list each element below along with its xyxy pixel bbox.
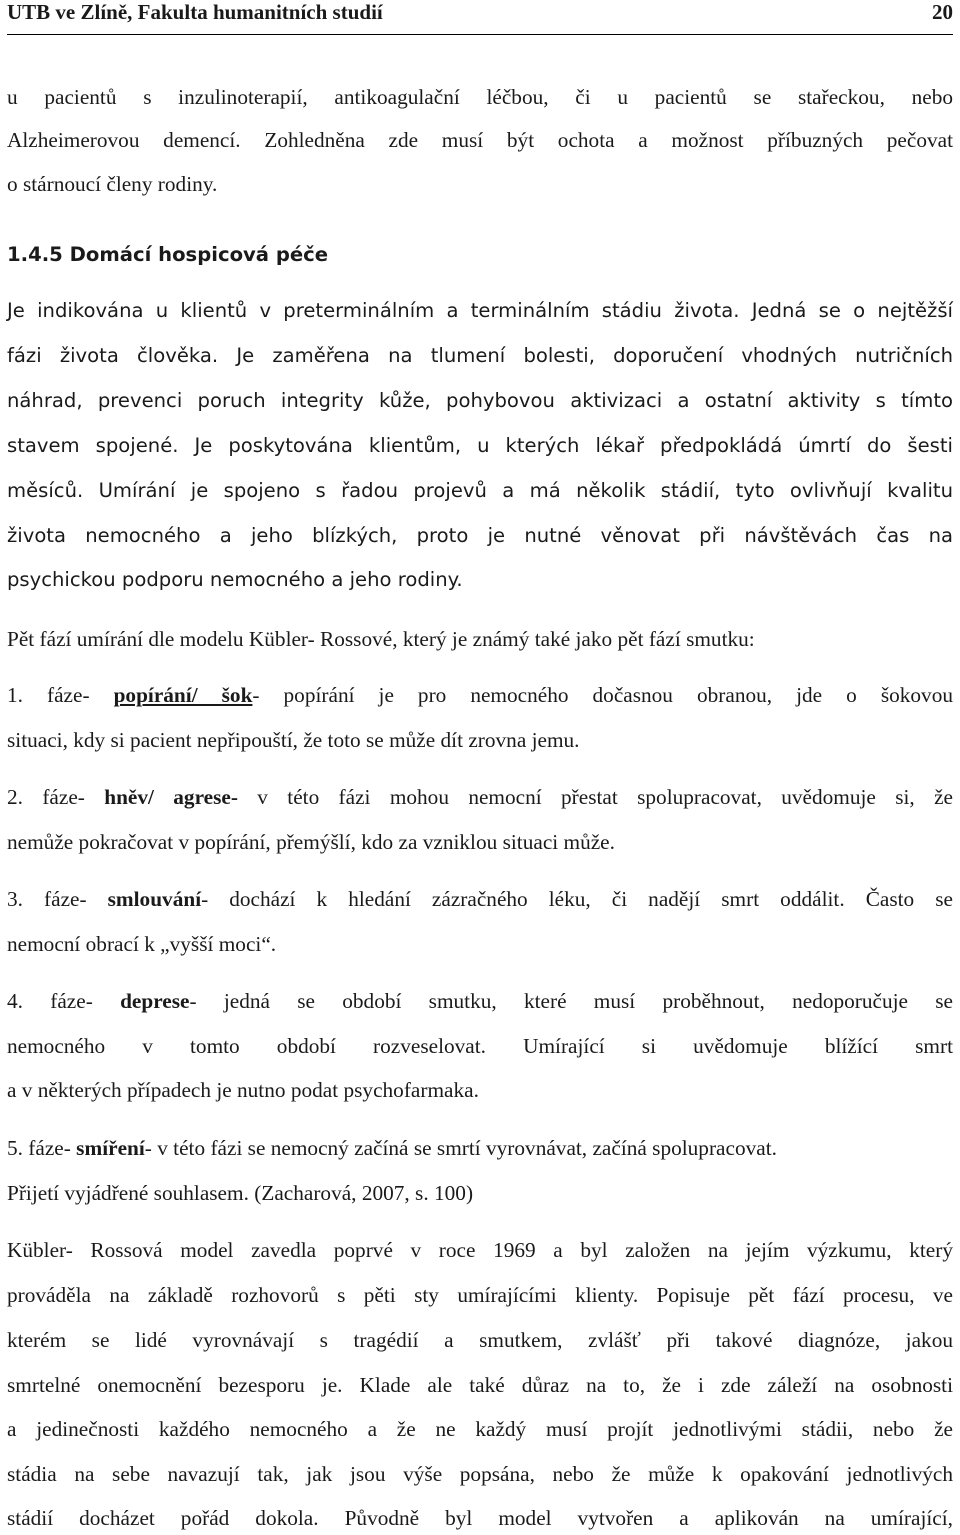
intro-line-2: Alzheimerovou demencí. Zohledněna zde musí být ochota a možnost příbuzných pečovat	[7, 128, 953, 152]
phases-intro: Pět fází umírání dle modelu Kübler- Rossové, který je známý také jako pět fází smutku:	[7, 627, 755, 651]
intro-line-1: u pacientů s inzulinoterapií, antikoagulační léčbou, či u pacientů se stařeckou, nebo	[7, 85, 953, 109]
phase-3-num: 3. fáze-	[7, 887, 87, 911]
closing-line-6: stádia na sebe navazují tak, jak jsou výše popsána, nebo že může k opakování jednotlivých	[7, 1462, 953, 1486]
intro-line-3: o stárnoucí členy rodiny.	[7, 172, 218, 196]
section-line-7: psychickou podporu nemocného a jeho rodiny.	[7, 568, 463, 591]
phase-1-rest: - popírání je pro nemocného dočasnou obranou, jde o šokovou	[252, 683, 954, 707]
phase-4-name: deprese	[120, 989, 190, 1013]
phase-1-line-1	[7, 682, 953, 708]
section-line-3: náhrad, prevenci poruch integrity kůže, pohybovou aktivizaci a ostatní aktivity s tímto	[7, 389, 953, 412]
phase-5-rest: - v této fázi se nemocný začíná se smrtí vyrovnávat, začíná spolupracovat.	[144, 1136, 777, 1160]
phase-3-line-1	[7, 886, 953, 912]
header-divider	[7, 34, 953, 35]
phase-2-rest: v této fázi mohou nemocní přestat spolupracovat, uvědomuje si, že	[237, 785, 954, 809]
phase-3-line-2: nemocní obrací k „vyšší moci“.	[7, 932, 277, 956]
section-line-1: Je indikována u klientů v preterminálním a terminálním stádiu života. Jedná se o nejtěžší	[7, 299, 953, 322]
phase-1-num: 1. fáze-	[7, 683, 90, 707]
phase-2-name: hněv/ agrese-	[104, 785, 238, 809]
header-title: UTB ve Zlíně, Fakulta humanitních studií	[7, 0, 383, 24]
phase-4-line-1	[7, 988, 953, 1014]
closing-line-3: kterém se lidé vyrovnávají s tragédií a smutkem, zvlášť při takové diagnóze, jakou	[7, 1328, 953, 1352]
phase-5-name: smíření	[76, 1136, 145, 1160]
phase-5-num: 5. fáze-	[7, 1136, 71, 1160]
phase-2-num: 2. fáze-	[7, 785, 85, 809]
phase-4-line-2: nemocného v tomto období rozveselovat. Umírající si uvědomuje blížící smrt	[7, 1034, 953, 1058]
phase-5-line-2: Přijetí vyjádřené souhlasem. (Zacharová, 2007, s. 100)	[7, 1181, 474, 1205]
section-line-4: stavem spojené. Je poskytována klientům, u kterých lékař předpokládá úmrtí do šesti	[7, 434, 953, 457]
section-line-5b: Umírání je spojeno s řadou projevů a má několik stádií, tyto ovlivňují kvalitu	[98, 479, 954, 502]
section-heading-number: 1.4.5	[7, 243, 63, 266]
phase-2-line-1	[7, 784, 953, 810]
phase-3-rest: - dochází k hledání zázračného léku, či nadějí smrt oddálit. Často se	[201, 887, 953, 911]
phase-3-name: smlouvání	[107, 887, 202, 911]
phase-2-line-2: nemůže pokračovat v popírání, přemýšlí, kdo za vzniklou situaci může.	[7, 830, 615, 854]
closing-line-1: Kübler- Rossová model zavedla poprvé v roce 1969 a byl založen na jejím výzkumu, který	[7, 1238, 953, 1262]
closing-line-7: stádií docházet pořád dokola. Původně byl model vytvořen a aplikován na umírající,	[7, 1506, 953, 1530]
section-heading-text: Domácí hospicová péče	[69, 243, 329, 266]
closing-line-5: a jedinečnosti každého nemocného a že ne každý musí projít jednotlivými stádii, nebo že	[7, 1417, 953, 1441]
section-line-2	[7, 343, 953, 369]
phase-1-name: popírání/ šok	[113, 683, 253, 707]
section-heading	[7, 242, 953, 268]
phase-4-line-3: a v některých případech je nutno podat psychofarmaka.	[7, 1078, 479, 1102]
page-header	[7, 0, 953, 24]
section-line-6: života nemocného a jeho blízkých, proto je nutné věnovat při návštěvách čas na	[7, 524, 953, 547]
section-line-2a: fázi života člověka.	[7, 344, 219, 367]
phase-5-line-1	[7, 1135, 953, 1161]
section-line-5	[7, 478, 953, 504]
closing-line-4: smrtelné onemocnění bezesporu je. Klade ale také důraz na to, že i zde záleží na osobnosti	[7, 1373, 953, 1397]
phase-1-line-2: situaci, kdy si pacient nepřipouští, že toto se může dít zrovna jemu.	[7, 728, 580, 752]
section-line-2b: Je zaměřena na tlumení bolesti, doporučení vhodných nutričních	[236, 344, 954, 367]
page-number: 20	[932, 0, 953, 24]
section-line-5a: měsíců.	[7, 479, 84, 502]
closing-line-2: prováděla na základě rozhovorů s pěti sty umírajícími klienty. Popisuje pět fází procesu, ve	[7, 1283, 953, 1307]
phase-4-rest: - jedná se období smutku, které musí proběhnout, nedoporučuje se	[189, 989, 954, 1013]
phase-4-num: 4. fáze-	[7, 989, 93, 1013]
